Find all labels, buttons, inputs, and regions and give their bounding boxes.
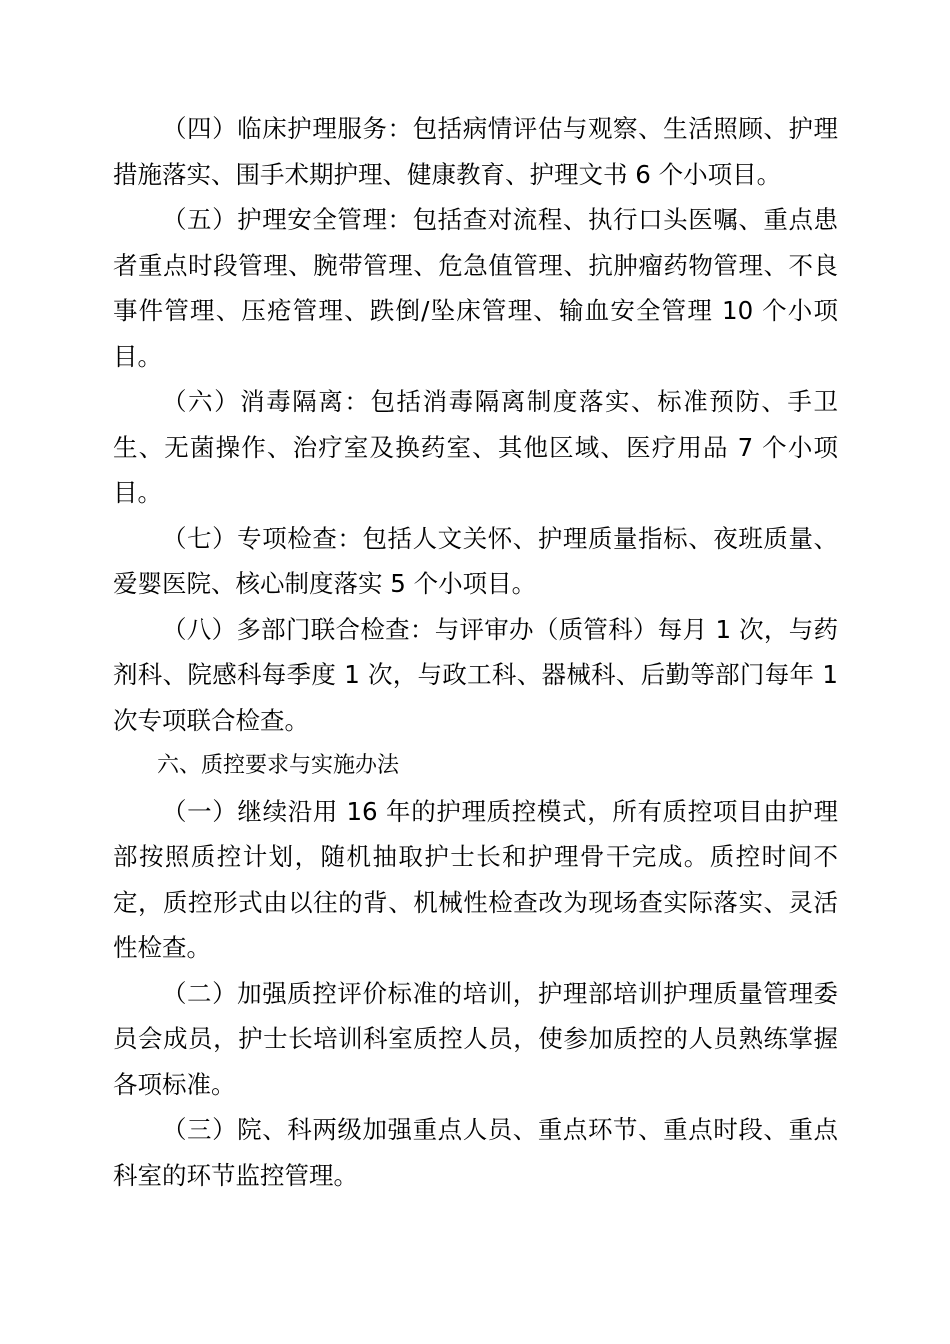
paragraph-nursing-safety-management: （五）护理安全管理：包括查对流程、执行口头医嘱、重点患者重点时段管理、腕带管理、危急值管理、抗肿瘤药物管理、不良事件管理、压疮管理、跌倒/坠床管理、输血安全管理 10 个小项目。 — [113, 205, 838, 371]
paragraph-disinfection-isolation: （六）消毒隔离：包括消毒隔离制度落实、标准预防、手卫生、无菌操作、治疗室及换药室、其他区域、医疗用品 7 个小项目。 — [113, 387, 838, 507]
paragraph-clinical-nursing-service: （四）临床护理服务：包括病情评估与观察、生活照顾、护理措施落实、围手术期护理、健康教育、护理文书 6 个小项目。 — [113, 114, 838, 189]
section-heading-quality-control: 六、质控要求与实施办法 — [157, 753, 400, 778]
paragraph-multi-department-inspection: （八）多部门联合检查：与评审办（质管科）每月 1 次，与药剂科、院感科每季度 1 次，与政工科、器械科、后勤等部门每年 1 次专项联合检查。 — [113, 614, 838, 735]
paragraph-special-inspection: （七）专项检查：包括人文关怀、护理质量指标、夜班质量、爱婴医院、核心制度落实 5 个小项目。 — [113, 523, 838, 598]
paragraph-quality-control-mode: （一）继续沿用 16 年的护理质控模式，所有质控项目由护理部按照质控计划，随机抽取护士长和护理骨干完成。质控时间不定，质控形式由以往的背、机械性检查改为现场查实际落实、灵活性检查。 — [113, 796, 838, 962]
document-page — [113, 106, 838, 1198]
paragraph-key-monitoring: （三）院、科两级加强重点人员、重点环节、重点时段、重点科室的环节监控管理。 — [113, 1115, 838, 1190]
paragraph-standards-training: （二）加强质控评价标准的培训，护理部培训护理质量管理委员会成员，护士长培训科室质控人员，使参加质控的人员熟练掌握各项标准。 — [113, 978, 838, 1099]
